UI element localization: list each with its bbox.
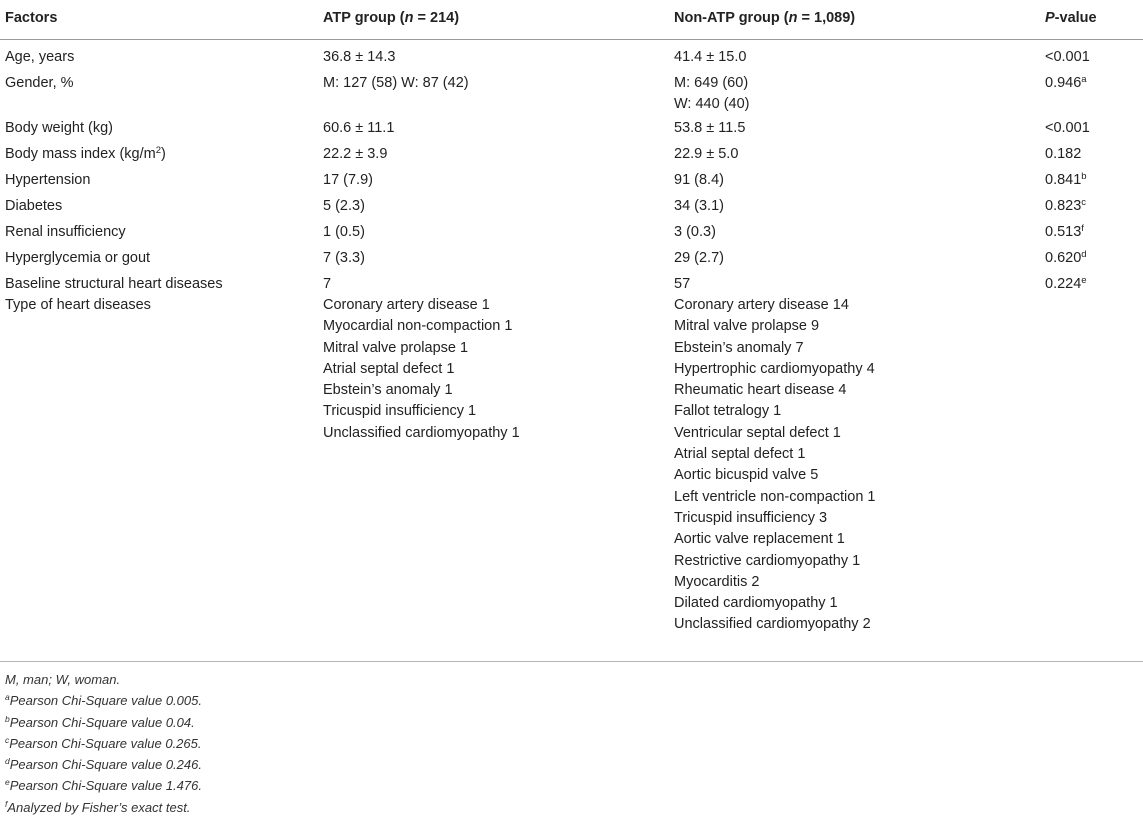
list-item: Restrictive cardiomyopathy 1 [674,552,861,569]
p-value-cell: 0.182 [1045,146,1082,162]
p-value-cell: 0.224e [1045,275,1087,292]
p-value-cell: 0.620$^d$ [1045,249,1087,266]
non-atp-cell: 34 (3.1) [674,198,724,214]
list-item: Unclassified cardiomyopathy 1 [323,424,520,441]
list-item: Rheumatic heart disease 4 [674,382,847,399]
factor-cell: Hypertension [5,172,91,188]
footnote-marker: e [1081,275,1087,286]
table-header-row [0,0,1143,40]
table-row [0,170,1143,196]
non-atp-cell: 91 (8.4) [674,172,724,188]
list-item: Mitral valve prolapse 1 [323,339,469,356]
table-row [0,248,1143,274]
footnote-marker: e [5,777,10,788]
non-atp-cell: 29 (2.7) [674,250,724,266]
atp-cell: 17 (7.9) [323,172,373,188]
non-atp-cell: 53.8 ± 11.5 [674,120,746,136]
list-item: Ventricular septal defect 1 [674,424,841,441]
p-value-cell: 0.841$^b$ [1045,171,1087,188]
list-item: Dilated cardiomyopathy 1 [674,595,838,612]
footnote-text: Pearson Chi-Square value 0.246. [9,757,202,773]
footnote-marker: c [5,734,10,745]
header-factors: Factors [5,10,58,26]
non-atp-cell: 41.4 ± 15.0 [674,49,747,65]
non-atp-cell: 3 (0.3) [674,224,716,240]
non-atp-cell: M: 649 (60) W: 440 (40) [674,75,750,113]
table-footnotes [5,669,202,818]
list-item: Fallot tetralogy 1 [674,403,782,420]
footnote-marker: b [5,713,10,724]
p-value-cell: 0.823$^c$ [1045,197,1087,214]
atp-cell: 60.6 ± 11.1 [323,120,395,136]
footnote-marker: d [1081,249,1087,260]
table-row [0,144,1143,170]
footnote-text: M, man; W, woman. [5,672,121,687]
table-bottom-rule [0,661,1143,662]
footnote-line [5,712,202,733]
table-row [0,118,1143,144]
header-p-value: P-value [1045,10,1097,26]
p-value-cell: 0.946$^a$ [1045,74,1087,91]
table-body [0,40,1143,640]
footnote-text: Pearson Chi-Square value 1.476. [9,778,202,794]
footnote-marker: c [1081,197,1087,208]
footnote-marker: f [1081,223,1084,234]
list-item: Aortic bicuspid valve 5 [674,467,819,484]
factor-cell: Renal insufficiency [5,224,126,240]
footnote-marker: f [5,798,8,809]
table-row-heart-disease-types [0,295,1143,640]
header-atp-group: ATP group (n = 214) [323,10,460,26]
footnote-marker: a [1081,74,1087,85]
p-value-cell: <0.001 [1045,120,1090,136]
header-non-atp-group: Non-ATP group (n = 1,089) [674,10,856,26]
footnote-line [5,733,202,754]
list-item: Myocarditis 2 [674,573,760,590]
list-item: Aortic valve replacement 1 [674,531,845,548]
non-atp-cell: 57 [674,276,691,292]
list-item: Left ventricle non-compaction 1 [674,488,876,505]
table-row [0,274,1143,295]
table-row [0,73,1143,118]
non-atp-cell: 22.9 ± 5.0 [674,146,739,162]
footnote-marker: d [5,756,10,767]
footnote-line [5,775,202,796]
list-item: Ebstein’s anomaly 7 [674,339,804,356]
list-item: Atrial septal defect 1 [323,360,455,377]
atp-cell: 22.2 ± 3.9 [323,146,388,162]
factor-cell: Body mass index $(kg/m^2)$ [5,145,166,162]
footnote-line [5,690,202,711]
atp-cell: 7 [323,276,332,292]
table-row [0,222,1143,248]
list-item: Tricuspid insufficiency 1 [323,403,477,420]
factor-cell: Type of heart diseases [5,297,151,313]
factor-cell: Baseline structural heart diseases [5,276,223,292]
list-item: Myocardial non-compaction 1 [323,318,513,335]
factor-cell: Age, years [5,49,75,65]
list-item: Coronary artery disease 1 [323,297,490,313]
p-value-cell: <0.001 [1045,49,1090,65]
factor-cell: Gender, % [5,75,74,91]
atp-cell: 7 (3.3) [323,250,365,266]
footnote-line [5,797,202,818]
list-item: Hypertrophic cardiomyopathy 4 [674,360,875,377]
list-item: Tricuspid insufficiency 3 [674,509,828,526]
footnote-line [5,669,202,690]
footnote-text: Pearson Chi-Square value 0.04. [9,714,195,730]
footnote-marker: a [5,692,10,703]
table-row [0,196,1143,222]
footnote-text: Pearson Chi-Square value 0.005. [9,693,202,709]
factor-cell: Hyperglycemia or gout [5,250,151,266]
atp-cell: M: 127 (58) W: 87 (42) [323,75,469,91]
atp-cell: 1 (0.5) [323,224,365,240]
list-item: Mitral valve prolapse 9 [674,318,820,335]
atp-cell: 36.8 ± 14.3 [323,49,396,65]
table-row [0,47,1143,73]
atp-cell: 5 (2.3) [323,198,365,214]
footnote-marker: b [1081,171,1087,182]
footnote-line [5,754,202,775]
p-value-cell: 0.513$^f$ [1045,223,1084,240]
non-atp-heart-disease-list [674,295,876,636]
list-item: Coronary artery disease 14 [674,297,849,313]
list-item: Unclassified cardiomyopathy 2 [674,616,871,633]
list-item: Atrial septal defect 1 [674,446,806,463]
footnote-text: Analyzed by Fisher’s exact test. [7,799,191,815]
atp-heart-disease-list [323,295,520,444]
footnote-text: Pearson Chi-Square value 0.265. [9,735,202,751]
list-item: Ebstein’s anomaly 1 [323,382,453,399]
factor-cell: Body weight (kg) [5,120,113,136]
factor-cell: Diabetes [5,198,63,214]
